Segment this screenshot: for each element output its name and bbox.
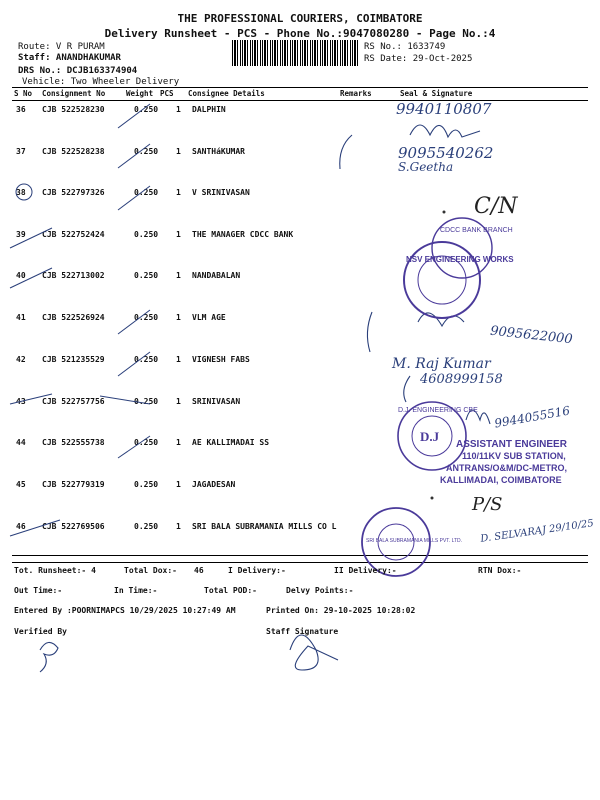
col-consignee: Consignee Details [188,89,265,98]
row-consignment: CJB 522528230 [42,105,105,114]
ae-line-2: 110/11KV SUB STATION, [462,451,566,461]
dj-ring-text: D.J. ENGINEERING CBE [398,407,478,414]
row-consignment: CJB 522528238 [42,147,105,156]
row-pcs: 1 [176,522,181,531]
ae-line-3: ANTRANS/O&M/DC-METRO, [446,463,567,473]
row-weight: 0.250 [134,438,159,447]
handwritten-sign-46: D. SELVARAJ 29/10/25 [479,518,595,545]
row-pcs: 1 [176,271,181,280]
row-weight: 0.250 [134,188,159,197]
col-sno: S No [14,89,33,98]
col-weight: Weight [126,89,154,98]
row-weight: 0.250 [134,230,159,239]
verified-signature-mark [40,642,58,672]
handwritten-phone-44: 9944055516 [493,403,571,431]
col-pcs: PCS [160,89,174,98]
row-sno: 36 [16,105,26,114]
row-consignment: CJB 522555738 [42,438,105,447]
row-weight: 0.250 [134,480,159,489]
col-consignment: Consignment No [42,89,106,98]
handwritten-name-42: M. Raj Kumar [392,356,491,372]
row-consignment: CJB 522779319 [42,480,105,489]
circled-row-38 [16,184,32,200]
row-consignee: JAGADESAN [192,480,236,489]
row-sno: 38 [16,188,26,197]
row-sno: 39 [16,230,26,239]
delvy-points: Delvy Points:- [286,586,354,595]
row-weight: 0.250 [134,522,159,531]
i-delivery: I Delivery:- [228,566,286,575]
total-runsheet: Tot. Runsheet:- 4 [14,566,96,575]
row-pcs: 1 [176,188,181,197]
row-consignment: CJB 521235529 [42,355,105,364]
handwritten-cn-38: C/N [474,194,518,219]
total-dox-label: Total Dox:- [124,566,177,575]
row-consignee: SRI BALA SUBRAMANIA MILLS CO L [192,522,337,531]
row-sno: 44 [16,438,26,447]
row-consignee: V SRINIVASAN [192,188,250,197]
total-pod: Total POD:- [204,586,257,595]
row-consignee: AE KALLIMADAI SS [192,438,270,447]
row-weight: 0.250 [134,271,159,280]
nsv-engineering-stamp [404,242,514,318]
row-pcs: 1 [176,355,181,364]
rs-number: RS No.: 1633749 [364,42,446,52]
row-consignment: CJB 522797326 [42,188,105,197]
row-consignee: VLM AGE [192,313,226,322]
row-consignment: CJB 522769506 [42,522,105,531]
total-dox-value: 46 [194,566,204,575]
rtn-dox: RTN Dox:- [478,566,522,575]
row-pcs: 1 [176,313,181,322]
drs-number: DRS No.: DCJB163374904 [18,66,138,76]
row-pcs: 1 [176,230,181,239]
col-remarks: Remarks [340,89,372,98]
pen-stroke [404,376,410,402]
row-pcs: 1 [176,397,181,406]
printed-on: Printed On: 29-10-2025 10:28:02 [266,606,416,615]
row-weight: 0.250 [134,355,159,364]
row-consignment: CJB 522752424 [42,230,105,239]
row-sno: 46 [16,522,26,531]
row-sno: 45 [16,480,26,489]
row-consignee: SRINIVASAN [192,397,241,406]
row-pcs: 1 [176,480,181,489]
row-consignee: DALPHIN [192,105,226,114]
row-consignee: SANTHáKUMAR [192,147,245,156]
staff-signature: Staff Signature [266,627,339,636]
row-weight: 0.250 [134,147,159,156]
pen-ticks [10,104,150,536]
row-weight: 0.250 [134,313,159,322]
signature-36 [410,125,480,137]
entered-by: Entered By :POORNIMAPCS 10/29/2025 10:27:49 AM [14,606,236,615]
row-sno: 41 [16,313,26,322]
handwritten-phone-41: 9095622000 [489,323,574,348]
row-sno: 42 [16,355,26,364]
rs-date: RS Date: 29-Oct-2025 [364,54,473,64]
row-pcs: 1 [176,105,181,114]
ae-line-1: ASSISTANT ENGINEER [456,439,567,450]
signatures [40,125,490,672]
assistant-engineer-seal [440,439,568,485]
ae-line-4: KALLIMADAI, COIMBATORE [440,475,562,485]
handwritten-phone-37: 9095540262 [398,144,494,162]
row-sno: 37 [16,147,26,156]
staff-signature-mark [290,635,338,670]
col-seal-signature: Seal & Signature [400,89,473,98]
row-weight: 0.250 [134,105,159,114]
company-title: THE PROFESSIONAL COURIERS, COIMBATORE [177,12,423,25]
row-consignee: THE MANAGER CDCC BANK [192,230,294,239]
handwritten-name-37: S.Geetha [398,160,454,174]
mills-stamp-text: SRI BALA SUBRAMANIA MILLS PVT. LTD. [366,538,463,544]
row-consignment: CJB 522757756 [42,397,105,406]
row-sno: 43 [16,397,26,406]
runsheet-title: Delivery Runsheet - PCS - Phone No.:9047080280 - Page No.:4 [104,27,496,40]
row-weight: 0.250 [134,397,159,406]
staff-label: Staff: ANANDHAKUMAR [18,53,121,63]
vehicle-label: Vehicle: Two Wheeler Delivery [22,77,180,87]
row-consignee: VIGNESH FABS [192,355,250,364]
out-time: Out Time:- [14,586,63,595]
row-consignment: CJB 522713002 [42,271,105,280]
dj-center-text: D.J [420,429,440,444]
route-label: Route: V R PURAM [18,42,105,52]
row-pcs: 1 [176,438,181,447]
pen-stroke [367,312,372,352]
ii-delivery: II Delivery:- [334,566,397,575]
handwritten-phone-36: 9940110807 [396,100,492,118]
cdcc-bank-stamp [432,218,513,278]
row-sno: 40 [16,271,26,280]
row-pcs: 1 [176,147,181,156]
cdcc-stamp-text: CDCC BANK BRANCH [440,227,513,234]
nsv-stamp-text: NSV ENGINEERING WORKS [406,255,514,264]
handwritten-ps-46: P/S [472,494,503,515]
pen-stroke [340,135,352,169]
verified-by: Verified By [14,627,67,636]
in-time: In Time:- [114,586,158,595]
handwritten-phone-42: 4608999158 [420,372,503,387]
row-consignee: NANDABALAN [192,271,241,280]
row-consignment: CJB 522526924 [42,313,105,322]
